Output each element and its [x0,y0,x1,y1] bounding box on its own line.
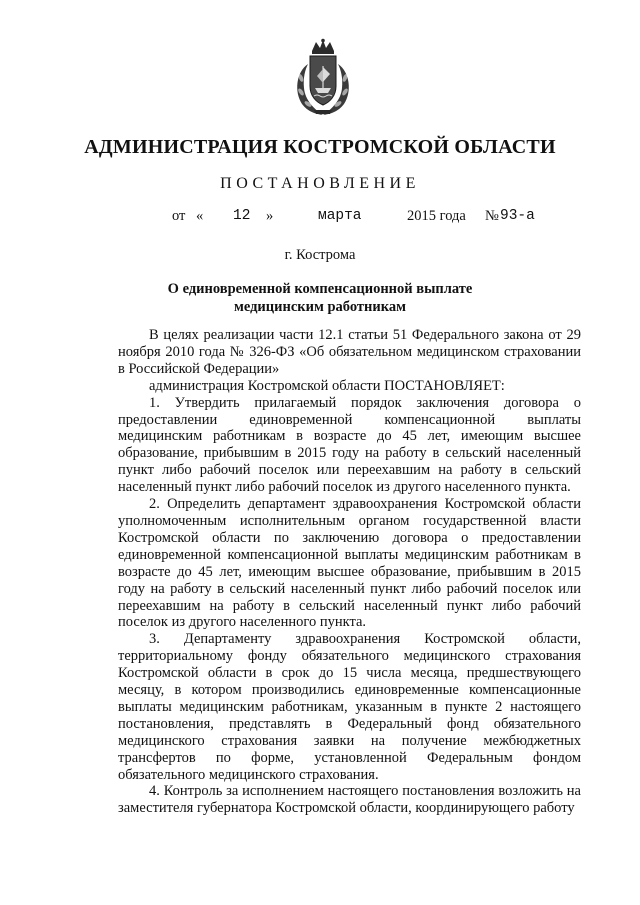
date-year: 2015 года [407,208,466,224]
date-number-line [0,208,640,226]
clause-3: 3. Департаменту здравоохранения Костромской области, территориальному фонду обязательного медицинского страхования Костромской области в срок до 15 числа месяца, предшествующего месяцу, в котором производились единовременные компенсационные выплаты медицинским работникам, указанным в пункте 2 настоящего постановления, представлять в Федеральный фонд обязательного медицинского страхования заявки на получение межбюджетных трансфертов по форме, установленной Федеральным фондом обязательного медицинского страхования. [118,631,581,783]
number-label: № [485,208,499,224]
document-body [118,327,581,817]
document-type: ПОСТАНОВЛЕНИЕ [220,175,420,192]
quote-close: » [266,208,274,224]
quote-open: « [196,208,204,224]
organization-title: АДМИНИСТРАЦИЯ КОСТРОМСКОЙ ОБЛАСТИ [84,136,556,158]
date-prefix: от [172,208,186,224]
date-month: марта [318,208,362,224]
document-number: 93-а [500,208,535,224]
clause-1: 1. Утвердить прилагаемый порядок заключения договора о предоставлении единовременной компенсационной выплаты медицинским работникам в возрасте до 45 лет, имеющим высшее образование, прибывшим в 2015 году на работу в сельский населенный пункт либо рабочий поселок или переехавшим на работу в сельский населенный пункт либо рабочий поселок из другого населенного пункта. [118,394,581,496]
clause-4: 4. Контроль за исполнением настоящего постановления возложить на заместителя губернатора Костромской области, координирующего работу [118,783,581,817]
resolve-paragraph: администрация Костромской области ПОСТАНОВЛЯЕТ: [149,377,505,394]
city-name: г. Кострома [284,247,356,263]
document-subject: О единовременной компенсационной выплате медицинским работникам [167,281,473,315]
date-day: 12 [233,208,251,224]
clause-2: 2. Определить департамент здравоохранения Костромской области уполномоченным исполнительным органом государственной власти Костромской области по заключению договора о предоставлении единовременной компенсационной выплаты медицинским работникам в возрасте до 45 лет, имеющим высшее образование, прибывшим в 2015 году на работу в сельский населенный пункт либо рабочий поселок или переехавшим на работу в сельский населенный пункт либо рабочий поселок из другого населенного пункта. [118,496,581,631]
preamble-paragraph: В целях реализации части 12.1 статьи 51 Федерального закона от 29 ноября 2010 года № 326-ФЗ «Об обязательном медицинском страховании в Российской Федерации» [118,327,581,377]
coat-of-arms-icon [290,38,356,118]
